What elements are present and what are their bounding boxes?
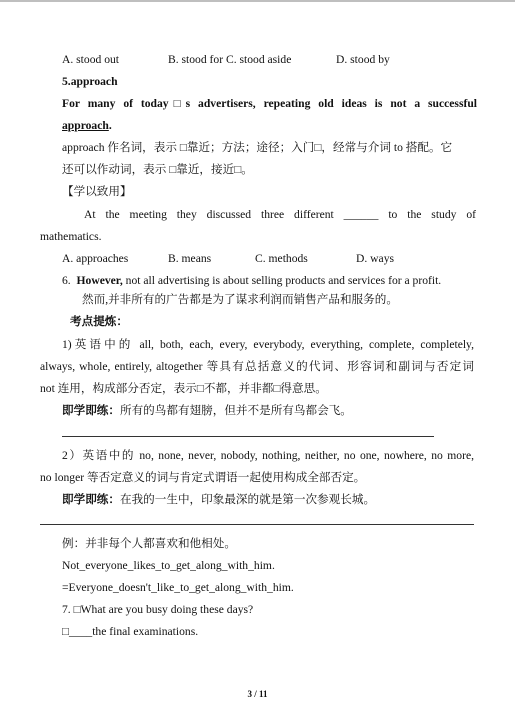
option-d: D. stood by (336, 53, 390, 66)
busy-answer: □____the final examinations. (62, 625, 199, 638)
points-label: 考点提炼： (70, 315, 128, 328)
example-prefix: For many of today (62, 97, 169, 110)
opt-a: A. approaches (62, 252, 129, 265)
page-number: 3 / 11 (247, 689, 268, 699)
however-sentence (62, 273, 477, 288)
approach-example-line2 (62, 118, 477, 133)
point1-line2: always, whole, entirely, altogether 等具有总括意义的代词、形容词和副词与否定词 (40, 360, 474, 373)
practice-label: 【学以致用】 (62, 185, 132, 198)
drill2 (62, 492, 477, 507)
example-en-2: =Everyone_doesn't_like_to_get_along_with_him. (62, 581, 294, 594)
approach-heading: 5.approach (62, 75, 118, 88)
point2-line2: no longer 等否定意义的词与肯定式谓语一起使用构成全部否定。 (40, 471, 366, 484)
item-number: 6. (62, 274, 71, 287)
drill2-text: 在我的一生中，印象最深的就是第一次参观长城。 (119, 493, 376, 506)
however-translation: 然而,并非所有的广告都是为了谋求利润而销售产品和服务的。 (82, 293, 398, 306)
drill2-label: 即学即练： (62, 493, 120, 506)
drill1 (62, 403, 477, 418)
example-end: . (108, 119, 112, 132)
approach-explain-1: approach 作名词，表示 □靠近；方法；途径；入门□，经常与介词 to 搭配。它 (62, 141, 453, 154)
point2-line1: 2）英语中的 no, none, never, nobody, nothing, neither, no one, nowhere, no more, (62, 449, 474, 462)
drill1-answer-line (62, 436, 434, 437)
approach-example-line1: For many of today□s advertisers, repeating old ideas is not a successful (62, 97, 477, 110)
drill1-label: 即学即练： (62, 404, 120, 417)
example-word: approach (62, 119, 109, 132)
stand-options (62, 52, 477, 67)
example-mid: s advertisers, repeating old ideas is not a successful (185, 97, 477, 110)
busy-question: 7. □What are you busy doing these days? (62, 603, 254, 616)
option-a: A. stood out (62, 53, 120, 66)
opt-d: D. ways (356, 252, 394, 265)
example-en-1: Not_everyone_likes_to_get_along_with_him. (62, 559, 275, 572)
page-top-rule (0, 0, 515, 2)
point1-line1: 1)英语中的 all, both, each, every, everybody, everything, complete, completely, (62, 338, 474, 351)
practice-question-1: At the meeting they discussed three different ______ to the study of (84, 208, 476, 221)
practice-question-2: mathematics. (40, 230, 102, 243)
point1-line3: not 连用，构成部分否定，表示□不都，并非都□得意思。 (40, 382, 327, 395)
approach-explain-2: 还可以作动词，表示 □靠近，接近□。 (62, 163, 253, 176)
option-b-c: B. stood for C. stood aside (168, 53, 292, 66)
opt-c: C. methods (255, 252, 308, 265)
practice-options (62, 251, 477, 266)
however-rest: not all advertising is about selling products and services for a profit. (122, 274, 442, 287)
drill1-text: 所有的鸟都有翅膀，但并不是所有鸟都会飞。 (119, 404, 352, 417)
example-label: 例：并非每个人都喜欢和他相处。 (62, 537, 236, 550)
however-word: However, (76, 274, 123, 287)
drill2-answer-line (40, 524, 474, 525)
opt-b: B. means (168, 252, 212, 265)
